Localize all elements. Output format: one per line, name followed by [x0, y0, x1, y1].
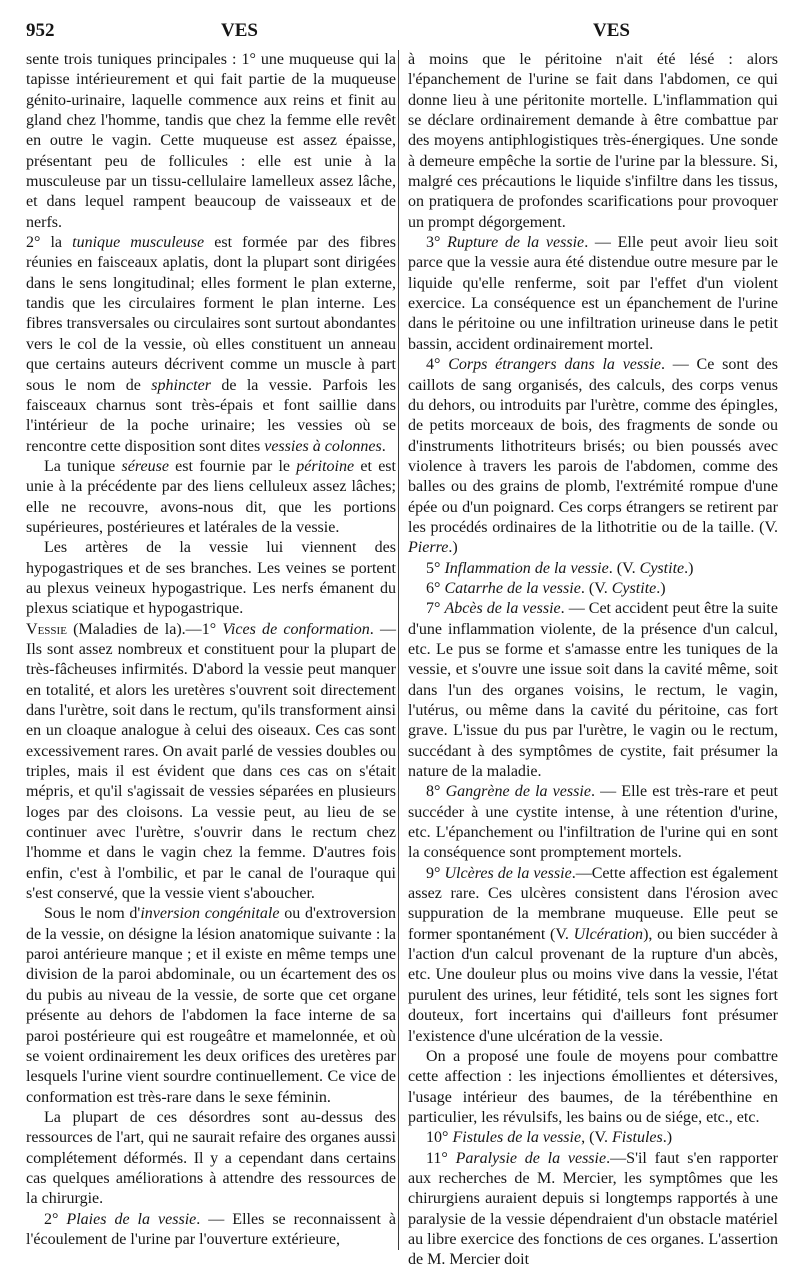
- text: 2°: [44, 1210, 67, 1228]
- text: 4°: [426, 356, 449, 374]
- cross-ref-cystite: Cystite: [611, 579, 657, 597]
- text: de la vessie. Parfois les faisceaux charnus sont très-épais et font saillie dans l'intérieur de la poche urinaire; les vessies où se rencontre cette disposition sont dites: [26, 376, 396, 455]
- cross-ref-ulceration: Ulcération: [573, 925, 644, 943]
- text: 3°: [426, 234, 448, 252]
- text: 10°: [426, 1129, 453, 1147]
- text: .: [381, 437, 386, 455]
- text: . — Elles se reconnaissent à l'écoulement de l'urine par l'ouverture extérieure,: [26, 1210, 396, 1248]
- text: est fournie par le: [168, 457, 297, 475]
- page-header: [26, 20, 782, 42]
- text: est formée par des fibres réunies en faisceaux aplatis, dont la plupart sont dirigées dans le sens longitudinal; elles forment le plan externe, tandis que les circulaires forment le plan interne. Les fibres transversales ou circulaires sont surtout abondantes vers le col de la vessie, où elles constituent un anneau que certains auteurs décrivent comme un muscle à part sous le nom de: [26, 234, 396, 394]
- text: .): [656, 579, 666, 597]
- text: et est unie à la précédente par des liens celluleux assez lâches; elle ne recouvre, avons-nous dit, que les portions supérieures, postérieures et latérales de la vessie.: [26, 457, 396, 536]
- text: 2° la: [26, 234, 73, 252]
- paragraph: [408, 782, 778, 863]
- section-abces: Abcès de la vessie: [444, 600, 561, 618]
- text: . — Cet accident peut être la suite d'une inflammation violente, de la présence d'un calcul, etc. Le pus se forme et s'amasse entre les tuniques de la vessie, et s'ouvre une issue soit dans la cavité même, soit dans l'un des organes voisins, le rectum, le vagin, l'utérus, ou même dans la cavité du péritoine, cas fort grave. L'issue du pus par l'urètre, le vagin ou le rectum, succédant à des symptômes de cystite, fait présumer la nature de la maladie.: [408, 600, 778, 781]
- paragraph: [408, 1047, 778, 1128]
- text: . — Elle peut avoir lieu soit parce que la vessie aura été distendue outre mesure par le liquide qu'elle renferme, soit par l'effet d'un violent exercice. La conséquence est un épanchement de l'urine dans le péritoine ou une infiltration urineuse dans le petit bassin, accident ordinairement mortel.: [408, 234, 778, 353]
- section-plaies-de-la-vessie: Plaies de la vessie: [66, 1210, 197, 1228]
- paragraph: [26, 1210, 396, 1251]
- text: 9°: [426, 864, 445, 882]
- text: 7°: [426, 600, 445, 618]
- text: La tunique: [44, 457, 122, 475]
- text: 8°: [426, 783, 446, 801]
- paragraph: [408, 1128, 778, 1148]
- term-tunique-musculeuse: tunique musculeuse: [72, 234, 205, 252]
- left-column: [26, 50, 396, 1250]
- section-inflammation: Inflammation de la vessie: [444, 559, 609, 577]
- term-vessies-a-colonnes: vessies à colonnes: [264, 437, 382, 455]
- text: 5°: [426, 559, 445, 577]
- text: .): [684, 559, 694, 577]
- section-gangrene: Gangrène de la vessie: [445, 783, 591, 801]
- text: sente trois tuniques principales : 1° une muqueuse qui la tapisse intérieurement et qui fait partie de la muqueuse génito-urinaire, laquelle commence aux reins et finit au gland chez l'homme, tandis que chez la femme elle revêt en outre le vagin. Cette muqueuse est assez épaisse, présentant peu de follicules : elle est unie à la musculeuse par un tissu-cellulaire lamelleux assez lâche, et dans lequel rampent beaucoup de vaisseaux et de nerfs.: [26, 51, 396, 231]
- text: . (V.: [608, 559, 640, 577]
- paragraph: [408, 233, 778, 355]
- text: . — Ils sont assez nombreux et constituent pour la plupart de très-fâcheuses infirmités. D'abord la vessie peut manquer en totalité, et alors les uretères s'ouvrent soit directement dans l'urètre, soit dans le rectum, qu'ils transforment ainsi en un cloaque analogue à celui des oiseaux. Ces cas sont excessivement rares. On avait parlé de vessies doubles ou triples, mais il est évident que dans ces cas on s'était mépris, et qu'il s'agissait de vessies séparées en plusieurs loges par des cloisons. La vessie peut, au lieu de se continuer avec l'urètre, s'ouvrir dans le rectum chez l'homme et dans le vagin chez la femme. D'autres fois enfin, c'est à l'ombilic, et par le canal de l'ouraque qui s'est conservé, que la vessie vient s'aboucher.: [26, 620, 397, 903]
- term-sereuse: séreuse: [121, 457, 169, 475]
- paragraph: [408, 864, 778, 1047]
- paragraph: [26, 538, 396, 619]
- entry-headword: Vessie: [26, 620, 67, 638]
- text: 6°: [426, 579, 445, 597]
- running-head-left: VES: [221, 20, 258, 41]
- paragraph: [26, 233, 396, 457]
- paragraph: [408, 559, 778, 579]
- paragraph: [408, 50, 778, 233]
- text: Les artères de la vessie lui viennent des hypogastriques et de ses branches. Les veines se portent au plexus veineux hypogastrique. Les nerfs émanent du plexus sciatique et hypogastrique.: [26, 539, 396, 618]
- text: ), ou bien succéder à l'action d'un calcul provenant de la rupture d'un abcès, etc. Une douleur plus ou moins vive dans la vessie, l'état purulent des urines, leur fétidité, tels sont les signes fort douteux, fort incertains qui d'ailleurs font présumer l'existence d'une ulcération de la vessie.: [408, 925, 778, 1045]
- text: (Maladies de la).—1°: [66, 620, 223, 638]
- cross-ref-pierre: Pierre: [408, 539, 449, 557]
- section-paralysie: Paralysie de la vessie: [455, 1149, 607, 1167]
- text: ou d'extroversion de la vessie, on désigne la lésion anatomique suivante : la paroi antérieure manque ; et il existe en même temps une division de la paroi abdominale, ou un écartement des os du pubis au niveau de la vessie, de sorte que cet organe présente au dehors de l'abdomen la face interne de sa paroi postérieure qui est rougeâtre et mamelonnée, et où se voient ordinairement les deux orifices des uretères par lesquels l'urine vient sourdre continuellement. Ce vice de conformation est très-rare dans le sexe féminin.: [26, 905, 396, 1106]
- page-number: 952: [26, 20, 55, 41]
- text: .—S'il faut s'en rapporter aux recherches de M. Mercier, les symptômes que les chirurgiens auraient depuis si longtemps rapportés à une paralysie de la vessie dépendraient d'un obstacle matériel au libre exercice des fonctions de ces organes. L'assertion de M. Mercier doit: [408, 1149, 779, 1269]
- text: . — Elle est très-rare et peut succéder à une cystite intense, à une rétention d'urine, etc. L'épanchement ou l'infiltration de l'urine qui en sont la conséquence sont promptement mortels.: [408, 783, 779, 862]
- term-inversion-congenitale: inversion congénitale: [140, 905, 280, 923]
- section-fistules: Fistules de la vessie: [452, 1129, 582, 1147]
- text: , (V.: [581, 1129, 613, 1147]
- text: 11°: [426, 1149, 456, 1167]
- text: . — Ce sont des caillots de sang organisés, des calculs, des corps venus du dehors, ou introduits par l'urètre, comme des épingles, de petits morceaux de bois, des fragments de sonde ou d'instruments lithotriteurs brisés; ou bien poussés avec violence à travers les parois de l'abdomen, comme des balles ou des grains de plomb, l'extrémité rompue d'une épée ou d'un poignard. Ces corps étrangers se retirent par les procédés ordinaires de la lithotritie ou de la taille. (V.: [408, 356, 778, 536]
- term-peritoine: péritoine: [296, 457, 355, 475]
- text: La plupart de ces désordres sont au-dessus des ressources de l'art, qui ne saurait refaire des organes aussi complétement déformés. Il y a cependant dans certains cas quelques améliorations à attendre des ressources de la chirurgie.: [26, 1108, 396, 1208]
- text: .): [448, 539, 458, 557]
- text: Sous le nom d': [44, 905, 141, 923]
- paragraph: [408, 579, 778, 599]
- paragraph: [26, 50, 396, 233]
- paragraph: [408, 355, 778, 558]
- text: .—Cette affection est également assez rare. Ces ulcères consistent dans l'érosion avec suppuration de la membrane muqueuse. Elle peut se former spontanément (V.: [408, 864, 779, 943]
- section-ulceres: Ulcères de la vessie: [444, 864, 572, 882]
- text: On a proposé une foule de moyens pour combattre cette affection : les injections émollientes et détersives, l'usage intérieur des baumes, de la térébenthine en particulier, les révulsifs, les bains ou de siége, etc., etc.: [408, 1047, 778, 1126]
- term-sphincter: sphincter: [151, 376, 211, 394]
- paragraph: [26, 904, 396, 1107]
- text: .): [662, 1129, 673, 1147]
- text: . (V.: [580, 579, 612, 597]
- section-catarrhe: Catarrhe de la vessie: [444, 579, 581, 597]
- paragraph: [26, 457, 396, 538]
- text: à moins que le péritoine n'ait été lésé : alors l'épanchement de l'urine se fait dans l'abdomen, ce qui donne lieu à une péritonite mortelle. L'inflammation qui se déclare ordinairement demande à être combattue par des moyens antiphlogistiques très-énergiques. Une sonde à demeure empêche la sortie de l'urine par la blessure. Si, malgré ces précautions le liquide s'infiltre dans les tissus, on pratiquera de profondes scarifications pour provoquer un prompt dégorgement.: [408, 51, 778, 231]
- paragraph: [26, 1108, 396, 1210]
- paragraph: [408, 1149, 778, 1271]
- cross-ref-fistules: Fistules: [612, 1129, 663, 1147]
- section-rupture-de-la-vessie: Rupture de la vessie: [447, 234, 585, 252]
- section-vices-de-conformation: Vices de conformation: [222, 620, 370, 638]
- right-column: [408, 50, 778, 1271]
- section-corps-etrangers: Corps étrangers dans la vessie: [448, 356, 661, 374]
- cross-ref-cystite: Cystite: [639, 559, 685, 577]
- entry-vessie-maladies: [26, 620, 396, 905]
- column-divider: [398, 50, 399, 1250]
- paragraph: [408, 599, 778, 782]
- running-head-right: VES: [593, 20, 630, 41]
